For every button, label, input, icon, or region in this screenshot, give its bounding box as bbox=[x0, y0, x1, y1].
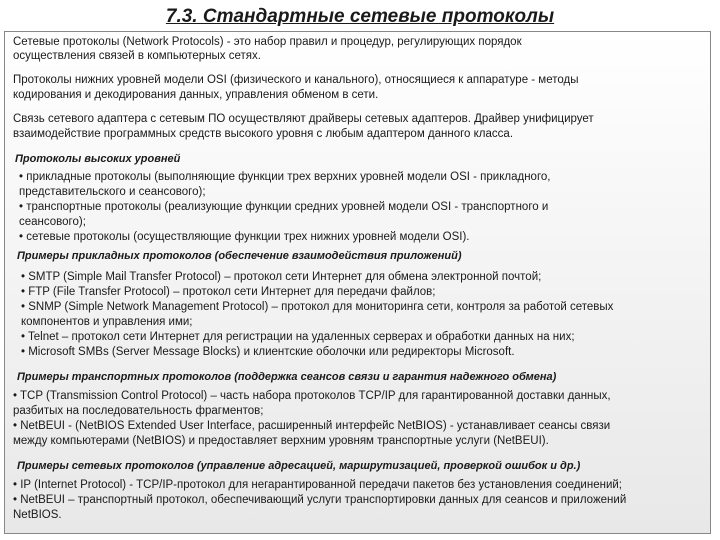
low-level-line-1: Протоколы нижних уровней модели OSI (физического и канального), относящиеся к аппаратуре - методы bbox=[13, 74, 579, 86]
high-level-line: сеансового); bbox=[19, 216, 86, 228]
transport-examples-heading: Примеры транспортных протоколов (поддержка сеансов связи и гарантия надежного обмена) bbox=[17, 371, 557, 383]
app-example-line: • Telnet – протокол сети Интернет для регистрации на удаленных серверах и обработки данных на них; bbox=[21, 331, 575, 343]
intro-rest: - это набор правил и процедур, регулирующих порядок bbox=[223, 36, 522, 48]
high-level-line: • сетевые протоколы (осуществляющие функции трех нижних уровней модели OSI). bbox=[19, 231, 470, 243]
app-example-line: • FTP (File Transfer Protocol) – протокол сети Интернет для передачи файлов; bbox=[21, 286, 436, 298]
driver-line-1: Связь сетевого адаптера с сетевым ПО осуществляют драйверы сетевых адаптеров. Драйвер унифицирует bbox=[13, 113, 594, 125]
driver-line-2: взаимодействие программных средств высокого уровня с любым адаптером данного класса. bbox=[13, 128, 514, 140]
app-examples-heading: Примеры прикладных протоколов (обеспечение взаимодействия приложений) bbox=[17, 250, 462, 262]
app-example-line: компонентов и управления ими; bbox=[21, 316, 193, 328]
transport-example-line: разбитых на последовательность фрагментов; bbox=[13, 405, 264, 417]
page-title: 7.3. Стандартные сетевые протоколы bbox=[165, 6, 555, 27]
network-example-line: NetBIOS. bbox=[13, 509, 62, 521]
intro-line-2: осуществления связей в компьютерных сетях. bbox=[13, 50, 261, 62]
high-level-line: • транспортные протоколы (реализующие функции средних уровней модели OSI - транспортного и bbox=[19, 201, 549, 213]
high-level-line: • прикладные протоколы (выполняющие функции трех верхних уровней модели OSI - прикладного, bbox=[19, 171, 551, 183]
app-example-line: • SMTP (Simple Mail Transfer Protocol) – протокол сети Интернет для обмена электронной почтой; bbox=[21, 271, 542, 283]
network-example-line: • NetBEUI – транспортный протокол, обеспечивающий услуги транспортировки данных для сеансов и приложений bbox=[13, 494, 627, 506]
network-example-line: • IP (Internet Protocol) - TCP/IP-протокол для негарантированной передачи пакетов без установления соединений; bbox=[13, 479, 622, 491]
transport-example-line: • NetBEUI - (NetBIOS Extended User Interface, расширенный интерфейс NetBIOS) - устанавливает сеансы связи bbox=[13, 420, 611, 432]
app-example-line: • Microsoft SMBs (Server Message Blocks) и клиентские оболочки или редиректоры Microsoft. bbox=[21, 346, 515, 358]
high-level-line: представительского и сеансового); bbox=[19, 186, 206, 198]
low-level-line-2: кодирования и декодирования данных, управления обменом в сети. bbox=[13, 89, 379, 101]
transport-example-line: • TCP (Transmission Control Protocol) – часть набора протоколов TCP/IP для гарантированной доставки данных, bbox=[13, 390, 611, 402]
content-box bbox=[4, 31, 711, 534]
app-example-line: • SNMP (Simple Network Management Protocol) – протокол для мониторинга сети, контроля за работой сетевых bbox=[21, 301, 614, 313]
network-examples-heading: Примеры сетевых протоколов (управление адресацией, маршрутизацией, проверкой ошибок и др.) bbox=[17, 460, 581, 472]
intro-term: Сетевые протоколы (Network Protocols) bbox=[13, 36, 224, 48]
transport-example-line: между компьютерами (NetBIOS) и предоставляет верхним уровням транспортные услуги (NetBEUI). bbox=[13, 435, 549, 447]
high-level-heading: Протоколы высоких уровней bbox=[15, 153, 181, 165]
intro-line-1 bbox=[13, 35, 713, 50]
